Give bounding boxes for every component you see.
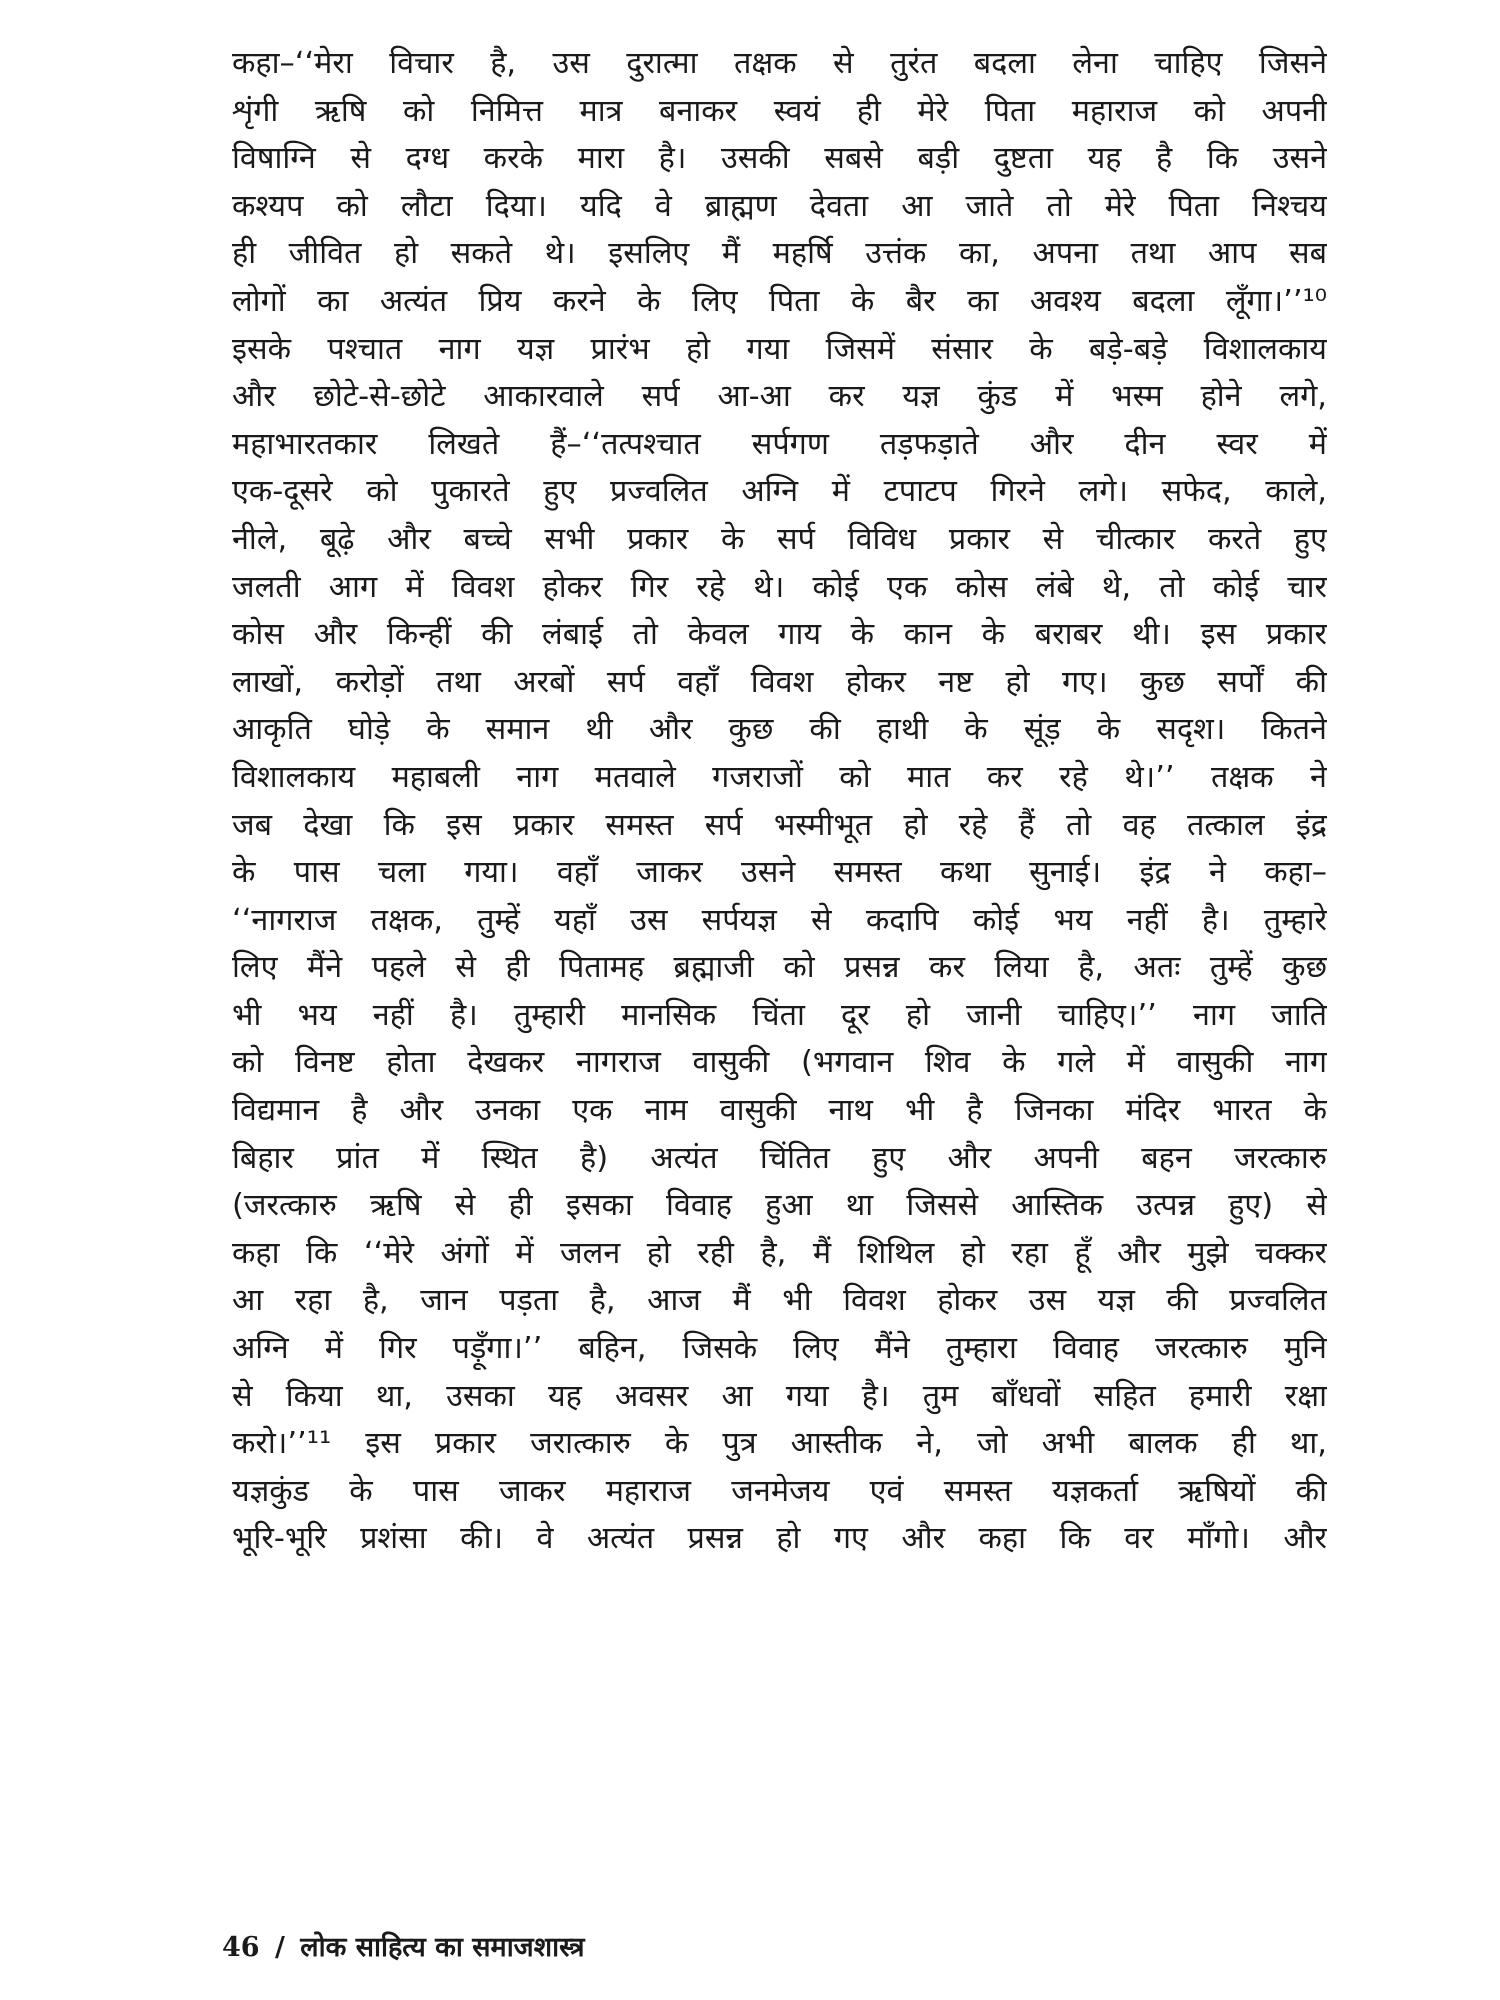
- text-line: विषाग्नि से दग्ध करके मारा है। उसकी सबसे बड़ी दुष्टता यह है कि उसने: [232, 141, 1327, 177]
- page-number: 46: [222, 1932, 260, 1963]
- text-line: अग्नि में गिर पड़ूँगा।’’ बहिन, जिसके लिए मैंने तुम्हारा विवाह जरत्कारु मुनि: [232, 1331, 1327, 1367]
- text-line: ‘‘नागराज तक्षक, तुम्हें यहाँ उस सर्पयज्ञ से कदापि कोई भय नहीं है। तुम्हारे: [232, 902, 1327, 938]
- text-line: आकृति घोड़े के समान थी और कुछ की हाथी के सूंड़ के सदृश। कितने: [232, 712, 1327, 748]
- text-line: कश्यप को लौटा दिया। यदि वे ब्राह्मण देवता आ जाते तो मेरे पिता निश्चय: [232, 188, 1327, 224]
- text-line: (जरत्कारु ऋषि से ही इसका विवाह हुआ था जिससे आस्तिक उत्पन्न हुए) से: [232, 1188, 1327, 1224]
- text-line: कहा कि ‘‘मेरे अंगों में जलन हो रही है, मैं शिथिल हो रहा हूँ और मुझे चक्कर: [232, 1235, 1327, 1271]
- text-line: विशालकाय महाबली नाग मतवाले गजराजों को मात कर रहे थे।’’ तक्षक ने: [232, 759, 1327, 795]
- text-line: लाखों, करोड़ों तथा अरबों सर्प वहाँ विवश होकर नष्ट हो गए। कुछ सर्पों की: [232, 664, 1327, 700]
- text-line: कोस और किन्हीं की लंबाई तो केवल गाय के कान के बराबर थी। इस प्रकार: [232, 617, 1327, 653]
- text-line: यज्ञकुंड के पास जाकर महाराज जनमेजय एवं समस्त यज्ञकर्ता ऋषियों की: [232, 1473, 1327, 1509]
- footer-separator: /: [274, 1932, 285, 1963]
- text-line: महाभारतकार लिखते हैं–‘‘तत्पश्चात सर्पगण तड़फड़ाते और दीन स्वर में: [232, 426, 1327, 462]
- text-line: विद्यमान है और उनका एक नाम वासुकी नाथ भी है जिनका मंदिर भारत के: [232, 1093, 1327, 1129]
- text-line: बिहार प्रांत में स्थित है) अत्यंत चिंतित हुए और अपनी बहन जरत्कारु: [232, 1140, 1327, 1176]
- text-line: और छोटे-से-छोटे आकारवाले सर्प आ-आ कर यज्ञ कुंड में भस्म होने लगे,: [232, 379, 1327, 415]
- page-footer: [222, 1927, 584, 1964]
- text-line: के पास चला गया। वहाँ जाकर उसने समस्त कथा सुनाई। इंद्र ने कहा–: [232, 855, 1327, 891]
- text-line: भूरि-भूरि प्रशंसा की। वे अत्यंत प्रसन्न हो गए और कहा कि वर माँगो। और: [232, 1521, 1327, 1557]
- text-line: भी भय नहीं है। तुम्हारी मानसिक चिंता दूर हो जानी चाहिए।’’ नाग जाति: [232, 997, 1327, 1033]
- text-line: लोगों का अत्यंत प्रिय करने के लिए पिता के बैर का अवश्य बदला लूँगा।’’¹⁰: [232, 283, 1327, 319]
- text-line: ही जीवित हो सकते थे। इसलिए मैं महर्षि उत्तंक का, अपना तथा आप सब: [232, 236, 1327, 272]
- book-title: लोक साहित्य का समाजशास्त्र: [300, 1932, 585, 1963]
- text-line: जब देखा कि इस प्रकार समस्त सर्प भस्मीभूत हो रहे हैं तो वह तत्काल इंद्र: [232, 807, 1327, 843]
- text-line: आ रहा है, जान पड़ता है, आज मैं भी विवश होकर उस यज्ञ की प्रज्वलित: [232, 1283, 1327, 1319]
- body-text: [232, 40, 1327, 1563]
- text-line: को विनष्ट होता देखकर नागराज वासुकी (भगवान शिव के गले में वासुकी नाग: [232, 1045, 1327, 1081]
- text-line: से किया था, उसका यह अवसर आ गया है। तुम बाँधवों सहित हमारी रक्षा: [232, 1378, 1327, 1414]
- text-line: कहा–‘‘मेरा विचार है, उस दुरात्मा तक्षक से तुरंत बदला लेना चाहिए जिसने: [232, 46, 1327, 81]
- text-line: करो।’’¹¹ इस प्रकार जरात्कारु के पुत्र आस्तीक ने, जो अभी बालक ही था,: [232, 1426, 1327, 1462]
- text-line: इसके पश्चात नाग यज्ञ प्रारंभ हो गया जिसमें संसार के बड़े-बड़े विशालकाय: [232, 331, 1327, 367]
- text-line: शृंगी ऋषि को निमित्त मात्र बनाकर स्वयं ही मेरे पिता महाराज को अपनी: [232, 93, 1327, 129]
- text-line: लिए मैंने पहले से ही पितामह ब्रह्माजी को प्रसन्न कर लिया है, अतः तुम्हें कुछ: [232, 950, 1327, 986]
- text-line: जलती आग में विवश होकर गिर रहे थे। कोई एक कोस लंबे थे, तो कोई चार: [232, 569, 1327, 605]
- text-line: नीले, बूढ़े और बच्चे सभी प्रकार के सर्प विविध प्रकार से चीत्कार करते हुए: [232, 521, 1327, 557]
- text-line: एक-दूसरे को पुकारते हुए प्रज्वलित अग्नि में टपाटप गिरने लगे। सफेद, काले,: [232, 474, 1327, 510]
